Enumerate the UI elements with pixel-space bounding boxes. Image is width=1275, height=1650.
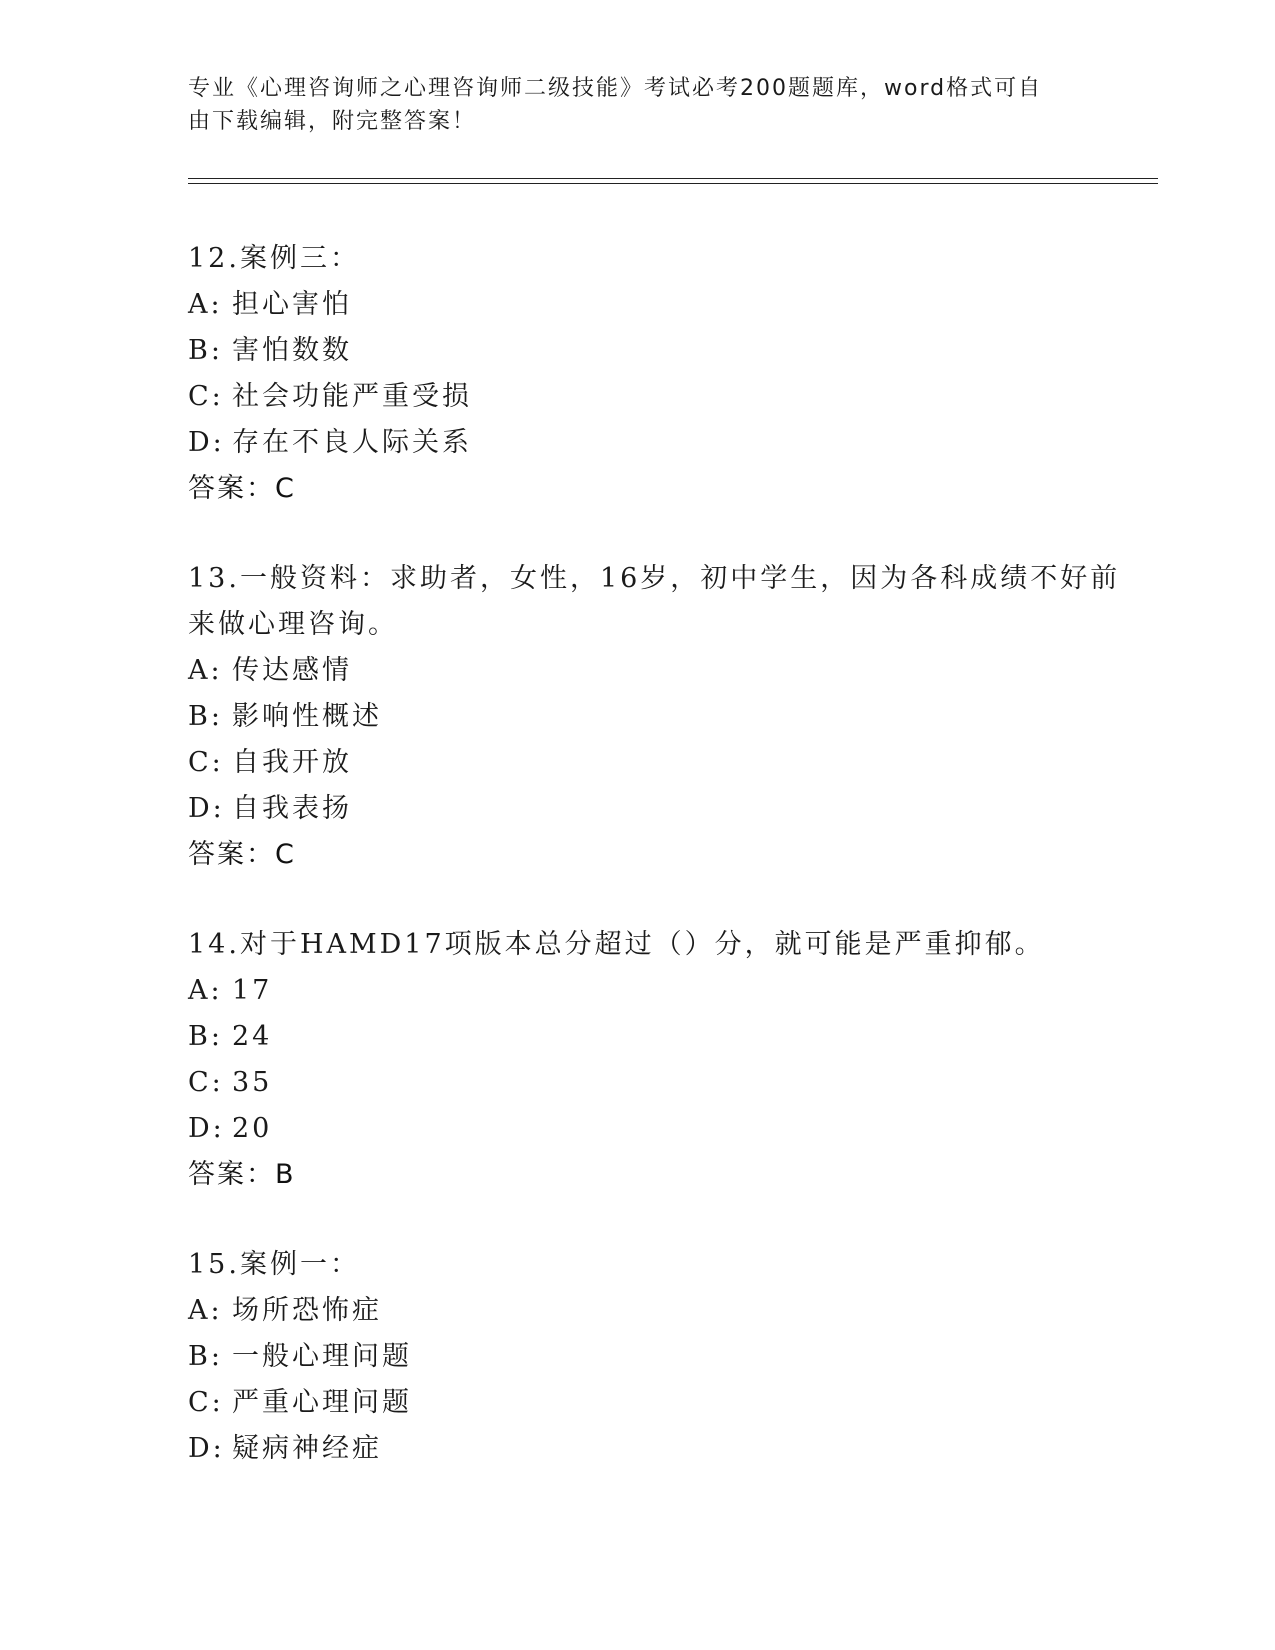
- option-text: 24: [232, 1021, 273, 1052]
- option-key: D:: [188, 1433, 225, 1464]
- question-14: [188, 922, 1088, 1198]
- option-text: 自我开放: [232, 747, 352, 778]
- option-text: 疑病神经症: [232, 1433, 382, 1464]
- option-b: [188, 328, 1088, 374]
- option-key: A:: [188, 289, 223, 320]
- option-c: [188, 740, 1088, 786]
- question-12: [188, 236, 1088, 512]
- option-key: A:: [188, 655, 223, 686]
- answer-line: 答案：B: [188, 1159, 296, 1190]
- option-key: D:: [188, 1113, 225, 1144]
- answer-line: 答案：C: [188, 839, 296, 870]
- option-d: [188, 420, 1088, 466]
- option-a: [188, 282, 1088, 328]
- option-text: 存在不良人际关系: [232, 427, 472, 458]
- option-key: B:: [188, 335, 223, 366]
- option-c: [188, 1380, 1088, 1426]
- header-line-1: 专业《心理咨询师之心理咨询师二级技能》考试必考200题题库，word格式可自: [188, 76, 1043, 101]
- option-key: B:: [188, 1341, 223, 1372]
- option-text: 20: [232, 1113, 273, 1144]
- option-text: 严重心理问题: [232, 1387, 412, 1418]
- option-d: [188, 1426, 1088, 1472]
- option-a: [188, 1288, 1088, 1334]
- header-divider-top: [188, 178, 1158, 179]
- option-key: A:: [188, 975, 223, 1006]
- question-13: [188, 556, 1121, 878]
- option-key: C:: [188, 1387, 224, 1418]
- option-text: 社会功能严重受损: [232, 381, 472, 412]
- option-key: C:: [188, 381, 224, 412]
- option-text: 害怕数数: [232, 335, 352, 366]
- option-text: 影响性概述: [232, 701, 382, 732]
- option-text: 17: [232, 975, 273, 1006]
- option-d: [188, 786, 1088, 832]
- question-15: [188, 1242, 1088, 1472]
- header-divider-bottom: [188, 183, 1158, 184]
- question-stem: 14.对于HAMD17项版本总分超过（）分，就可能是严重抑郁。: [188, 929, 1045, 960]
- question-list: [188, 236, 1121, 1516]
- option-key: A:: [188, 1295, 223, 1326]
- option-b: [188, 1014, 1088, 1060]
- question-stem-line-1: 13.一般资料：求助者，女性，16岁，初中学生，因为各科成绩不好前: [188, 563, 1121, 594]
- option-key: C:: [188, 747, 224, 778]
- option-key: D:: [188, 427, 225, 458]
- option-text: 一般心理问题: [232, 1341, 412, 1372]
- option-key: B:: [188, 1021, 223, 1052]
- answer-line: 答案：C: [188, 473, 296, 504]
- header-line-2: 由下载编辑，附完整答案！: [188, 109, 477, 134]
- option-a: [188, 968, 1088, 1014]
- option-a: [188, 648, 1088, 694]
- document-header: [188, 72, 1088, 138]
- question-stem: 15.案例一：: [188, 1249, 360, 1280]
- option-d: [188, 1106, 1088, 1152]
- option-b: [188, 694, 1088, 740]
- option-b: [188, 1334, 1088, 1380]
- option-text: 场所恐怖症: [232, 1295, 382, 1326]
- option-c: [188, 1060, 1088, 1106]
- option-text: 担心害怕: [232, 289, 352, 320]
- option-key: C:: [188, 1067, 224, 1098]
- option-c: [188, 374, 1088, 420]
- option-key: B:: [188, 701, 223, 732]
- question-stem-line-2: 来做心理咨询。: [188, 609, 398, 640]
- option-text: 自我表扬: [232, 793, 352, 824]
- option-text: 35: [232, 1067, 273, 1098]
- question-stem: 12.案例三：: [188, 243, 360, 274]
- option-key: D:: [188, 793, 225, 824]
- option-text: 传达感情: [232, 655, 352, 686]
